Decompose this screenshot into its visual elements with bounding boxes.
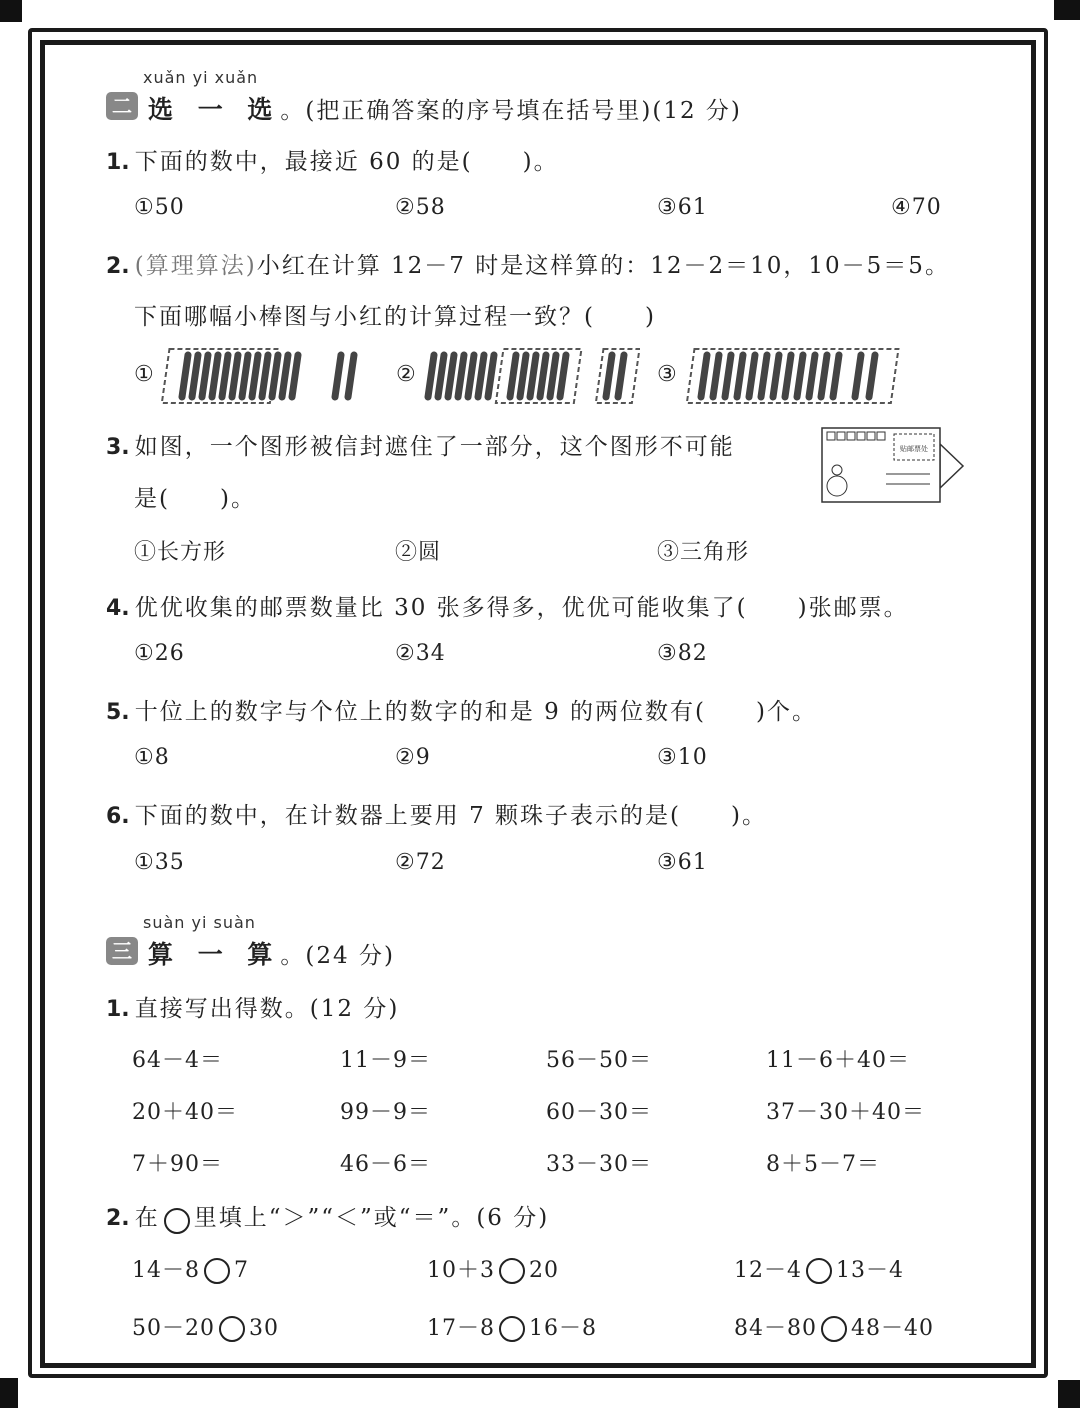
compare-item	[734, 1311, 934, 1342]
equation: 20＋40＝	[132, 1100, 238, 1125]
calc-question-2	[106, 1199, 549, 1234]
compare-right: 30	[249, 1316, 279, 1341]
question-text: 优优收集的邮票数量比 30 张多得多，优优可能收集了( )张邮票。	[134, 595, 909, 621]
option: ②58	[395, 195, 446, 220]
equation: 99－9＝	[340, 1100, 431, 1125]
equation: 60－30＝	[546, 1100, 652, 1125]
question-number: 4.	[106, 596, 130, 621]
question-2	[106, 247, 950, 280]
question-text: 下面的数中，最接近 60 的是( )。	[134, 149, 559, 175]
option: ①35	[134, 850, 185, 875]
section3-pinyin: suàn yi suàn	[143, 913, 256, 932]
option: ①长方形	[134, 540, 227, 565]
question-text: 直接写出得数。(12 分)	[134, 996, 400, 1022]
compare-left: 14－8	[132, 1258, 200, 1283]
option: ③61	[657, 850, 708, 875]
question-number: 6.	[106, 804, 130, 829]
option: ③	[657, 362, 678, 387]
question-5	[106, 693, 817, 726]
circle-icon	[164, 1208, 190, 1234]
answer-circle[interactable]	[219, 1316, 245, 1342]
equation: 56－50＝	[546, 1048, 652, 1073]
compare-item	[132, 1311, 279, 1342]
option: ③三角形	[657, 540, 750, 565]
compare-left: 50－20	[132, 1316, 215, 1341]
answer-circle[interactable]	[806, 1258, 832, 1284]
option: ②圆	[395, 540, 442, 565]
question-number: 1.	[106, 997, 130, 1022]
compare-right: 7	[234, 1258, 249, 1283]
option: ②34	[395, 641, 446, 666]
question-text-a: 在	[134, 1205, 160, 1231]
compare-right: 13－4	[836, 1258, 904, 1283]
compare-right: 16－8	[529, 1316, 597, 1341]
compare-item	[427, 1311, 597, 1342]
option: ④70	[891, 195, 942, 220]
stick-diagram-1	[160, 345, 375, 407]
compare-left: 84－80	[734, 1316, 817, 1341]
option: ①50	[134, 195, 185, 220]
calc-question-1	[106, 990, 399, 1023]
equation: 11－6＋40＝	[766, 1048, 910, 1073]
question-number: 5.	[106, 700, 130, 725]
question-number: 2.	[106, 1206, 130, 1231]
option: ③61	[657, 195, 708, 220]
option: ②9	[395, 745, 431, 770]
option: ③10	[657, 745, 708, 770]
equation: 64－4＝	[132, 1048, 223, 1073]
section3-instruction: 。(24 分)	[280, 943, 395, 969]
question-text: 如图，一个图形被信封遮住了一部分，这个图形不可能	[134, 434, 735, 460]
question-number: 2.	[106, 254, 130, 279]
question-4	[106, 589, 909, 622]
compare-left: 10＋3	[427, 1258, 495, 1283]
question-text: 小红在计算 12－7 时是这样算的：12－2＝10，10－5＝5。	[256, 253, 950, 279]
question-tag: (算理算法)	[134, 253, 257, 279]
corner-mark	[0, 0, 22, 22]
sticks	[428, 355, 624, 397]
question-text-b: 里填上“＞”“＜”或“＝”。(6 分)	[193, 1205, 550, 1231]
option: ①26	[134, 641, 185, 666]
option: ②	[396, 362, 417, 387]
corner-mark	[1054, 0, 1080, 20]
question-1	[106, 143, 559, 176]
corner-mark	[1058, 1380, 1080, 1408]
option: ①	[134, 362, 155, 387]
question-text-line2: 下面哪幅小棒图与小红的计算过程一致？( )	[134, 304, 656, 330]
option: ③82	[657, 641, 708, 666]
snowman-head	[832, 465, 842, 475]
equation: 33－30＝	[546, 1152, 652, 1177]
compare-item	[132, 1253, 249, 1284]
compare-left: 17－8	[427, 1316, 495, 1341]
section3-badge: 三	[106, 937, 138, 965]
stick-diagram-3	[683, 345, 903, 407]
compare-item	[734, 1253, 904, 1284]
question-text: 十位上的数字与个位上的数字的和是 9 的两位数有( )个。	[134, 699, 817, 725]
compare-left: 12－4	[734, 1258, 802, 1283]
answer-circle[interactable]	[499, 1258, 525, 1284]
compare-right: 48－40	[851, 1316, 934, 1341]
answer-circle[interactable]	[499, 1316, 525, 1342]
sticks	[182, 355, 354, 397]
question-number: 1.	[106, 150, 130, 175]
stamp-label: 贴邮票处	[900, 445, 928, 453]
question-number: 3.	[106, 435, 130, 460]
section2-badge: 二	[106, 92, 138, 120]
answer-circle[interactable]	[204, 1258, 230, 1284]
section3-title: 算 一 算	[148, 940, 281, 969]
equation: 11－9＝	[340, 1048, 431, 1073]
hidden-shape	[940, 444, 963, 488]
question-text: 下面的数中，在计数器上要用 7 颗珠子表示的是( )。	[134, 803, 767, 829]
corner-mark	[0, 1378, 18, 1408]
option: ②72	[395, 850, 446, 875]
compare-item	[427, 1253, 559, 1284]
question-3	[106, 428, 735, 461]
option: ①8	[134, 745, 170, 770]
compare-right: 20	[529, 1258, 559, 1283]
question-text-line2: 是( )。	[134, 486, 256, 512]
stick-diagram-2	[420, 345, 640, 407]
equation: 8＋5－7＝	[766, 1152, 880, 1177]
section2-instruction: 。(把正确答案的序号填在括号里)(12 分)	[280, 98, 742, 124]
section2-header	[148, 90, 742, 126]
section2-pinyin: xuǎn yi xuǎn	[143, 68, 259, 87]
section3-header	[148, 935, 395, 971]
equation: 46－6＝	[340, 1152, 431, 1177]
envelope-figure	[818, 424, 968, 506]
equation: 7＋90＝	[132, 1152, 223, 1177]
answer-circle[interactable]	[821, 1316, 847, 1342]
sticks	[701, 355, 875, 397]
snowman-body	[827, 476, 847, 496]
question-6	[106, 797, 767, 830]
equation: 37－30＋40＝	[766, 1100, 925, 1125]
section2-title: 选 一 选	[148, 95, 281, 124]
